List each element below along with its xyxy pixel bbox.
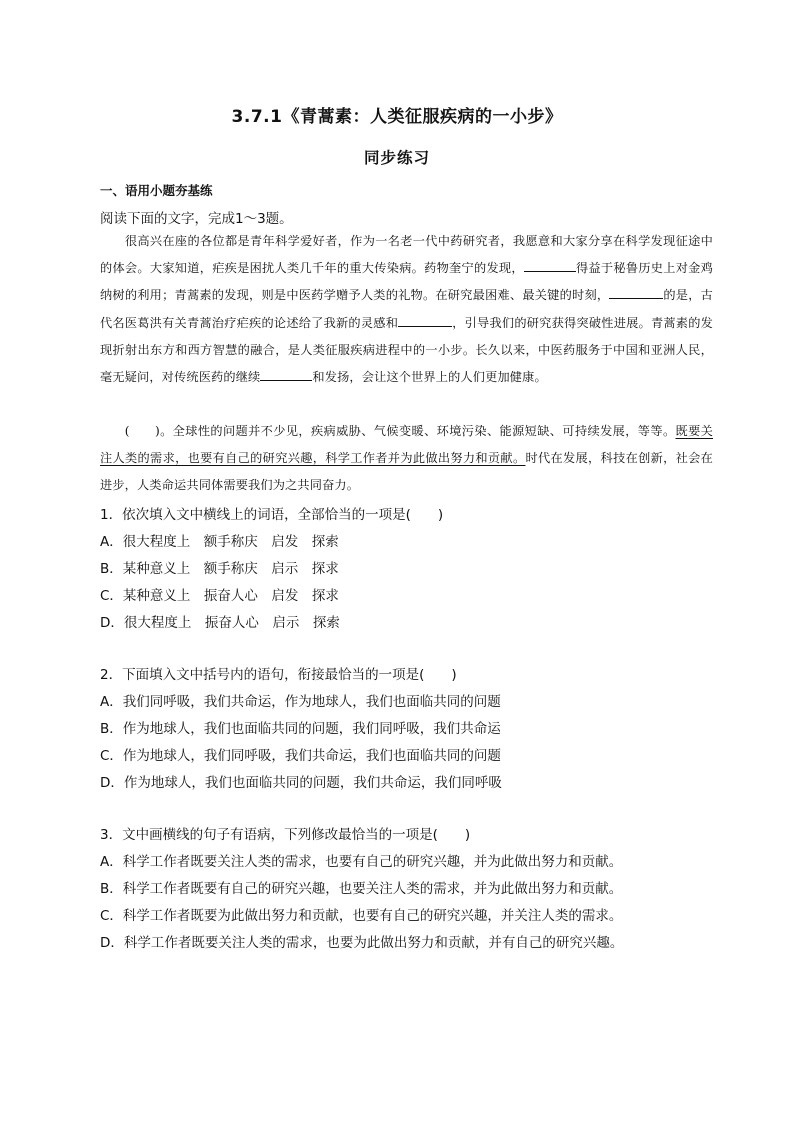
instruction-text: 阅读下面的文字，完成1～3题。 xyxy=(100,211,293,227)
page-title: 3.7.1《青蒿素：人类征服疾病的一小步》 xyxy=(231,107,563,127)
question-2 xyxy=(100,662,502,797)
passage-text: 很高兴在座的各位都是青年科学爱好者，作为一名老一代中药研究者，我愿意和大家分享在科学发现征途中的体会。大家知道，疟疾是困扰人类几千年的重大传染病。药物奎宁的发现， xyxy=(100,234,713,276)
option-d: D．作为地球人，我们也面临共同的问题，我们共命运，我们同呼吸 xyxy=(100,775,502,791)
fill-blank-4 xyxy=(260,366,312,381)
option-b: B．作为地球人，我们也面临共同的问题，我们同呼吸，我们共命运 xyxy=(100,721,501,737)
passage-paragraph-1 xyxy=(100,228,713,391)
question-stem: 2．下面填入文中括号内的语句，衔接最恰当的一项是( ) xyxy=(100,667,457,683)
option-a: A．我们同呼吸，我们共命运，作为地球人，我们也面临共同的问题 xyxy=(100,694,501,710)
option-c: C．作为地球人，我们同呼吸，我们共命运，我们也面临共同的问题 xyxy=(100,748,501,764)
option-d: D．很大程度上 振奋人心 启示 探索 xyxy=(100,615,340,631)
passage-text: 得益于秘鲁历史上对金鸡纳树的利用；青蒿素的发现，则是中医药学赠予人类的礼物。在研究最困难、最关键的时刻， xyxy=(100,261,713,303)
option-a: A．科学工作者既要关注人类的需求，也要有自己的研究兴趣，并为此做出努力和贡献。 xyxy=(100,854,623,870)
question-3 xyxy=(100,822,623,957)
fill-blank-1 xyxy=(524,257,576,272)
option-d: D．科学工作者既要关注人类的需求，也要为此做出努力和贡献，并有自己的研究兴趣。 xyxy=(100,935,624,951)
option-b: B．某种意义上 额手称庆 启示 探求 xyxy=(100,561,339,577)
page-subtitle: 同步练习 xyxy=(363,149,430,167)
question-stem: 1．依次填入文中横线上的词语，全部恰当的一项是( ) xyxy=(100,507,444,523)
passage-paragraph-2 xyxy=(100,418,713,500)
question-stem: 3．文中画横线的句子有语病，下列修改最恰当的一项是( ) xyxy=(100,827,471,843)
option-c: C．某种意义上 振奋人心 启发 探求 xyxy=(100,588,339,604)
passage-text: 的是，古代名医葛洪有关青蒿治疗疟疾的论述给了我新的灵感和 xyxy=(100,288,713,330)
passage-text: 时代在发展，科技在创新，社会在进步，人类命运共同体需要我们为之共同奋力。 xyxy=(100,451,713,493)
fill-blank-2 xyxy=(609,284,663,299)
question-1 xyxy=(100,502,443,637)
option-c: C．科学工作者既要为此做出努力和贡献，也要有自己的研究兴趣，并关注人类的需求。 xyxy=(100,908,623,924)
passage-text: ( )。全球性的问题并不少见，疾病威胁、气候变暖、环境污染、能源短缺、可持续发展，等等。 xyxy=(124,424,676,438)
underlined-sentence: 既要关注人类的需求，也要有自己的研究兴趣，科学工作者并为此做出努力和贡献。 xyxy=(100,424,713,466)
passage-text: 和发扬，会让这个世界上的人们更加健康。 xyxy=(312,370,547,385)
passage-text: ，引导我们的研究获得突破性进展。青蒿素的发现折射出东方和西方智慧的融合，是人类征服疾病进程中的一小步。长久以来，中医药服务于中国和亚洲人民，毫无疑问，对传统医药的继续 xyxy=(100,315,713,385)
section-heading: 一、语用小题夯基练 xyxy=(100,183,213,198)
option-b: B．科学工作者既要有自己的研究兴趣，也要关注人类的需求，并为此做出努力和贡献。 xyxy=(100,881,623,897)
fill-blank-3 xyxy=(398,312,452,327)
option-a: A．很大程度上 额手称庆 启发 探索 xyxy=(100,534,339,550)
